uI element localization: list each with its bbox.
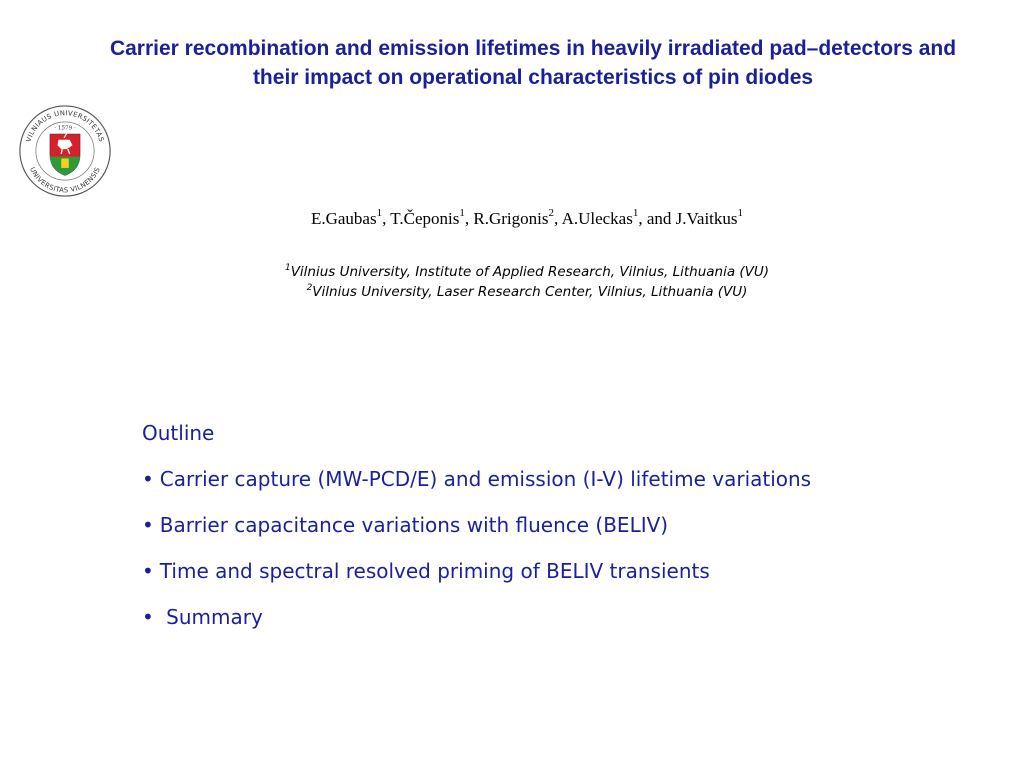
outline-heading: Outline	[142, 421, 215, 445]
author-separator: ,	[382, 209, 391, 228]
outline-section	[142, 420, 1002, 650]
paper-title: Carrier recombination and emission lifetimes in heavily irradiated pad–detectors and their impact on operational characteristics of pin diodes	[109, 37, 957, 89]
author-name: J.Vaitkus	[675, 209, 738, 228]
bullet-icon: •	[142, 559, 154, 583]
author-affiliation-mark: 1	[632, 207, 639, 220]
outline-item-text: Time and spectral resolved priming of BELIV transients	[159, 559, 710, 583]
bullet-icon: •	[142, 467, 154, 491]
outline-item	[142, 604, 1002, 630]
affiliation-line	[0, 262, 1024, 282]
bullet-icon: •	[142, 513, 154, 537]
outline-item	[142, 558, 1002, 584]
bullet-icon: •	[142, 605, 154, 629]
author-affiliation-mark: 1	[737, 207, 744, 220]
author-separator: , and	[638, 209, 676, 228]
seal-ring-text-top: VILNIAUS UNIVERSITETAS	[24, 109, 106, 143]
author-name: E.Gaubas	[310, 209, 377, 228]
affiliation-text: Vilnius University, Laser Research Center, Vilnius, Lithuania (VU)	[312, 284, 748, 300]
author-separator: ,	[554, 209, 562, 228]
seal-year: · 1579 ·	[54, 125, 76, 132]
affiliation-line	[0, 282, 1024, 302]
author-name: R.Grigonis	[473, 209, 549, 228]
outline-item-text: Carrier capture (MW-PCD/E) and emission (I-V) lifetime variations	[159, 467, 812, 491]
affiliation-number: 2	[306, 282, 313, 293]
author-affiliation-mark: 1	[459, 207, 465, 220]
university-seal-logo	[18, 104, 112, 198]
affiliation-number: 1	[284, 262, 291, 273]
author-affiliation-mark: 2	[548, 207, 554, 220]
affiliation-list	[0, 262, 1024, 302]
outline-item-text: Summary	[159, 605, 263, 629]
outline-item	[142, 512, 1002, 538]
author-separator: ,	[464, 209, 474, 228]
author-affiliation-mark: 1	[376, 207, 383, 220]
seal-ring-text-bottom: UNIVERSITAS VILNENSIS	[28, 165, 102, 195]
outline-item	[142, 466, 1002, 492]
affiliation-text: Vilnius University, Institute of Applied Research, Vilnius, Lithuania (VU)	[290, 264, 770, 280]
author-name: T.Čeponis	[390, 209, 460, 228]
outline-item-text: Barrier capacitance variations with fluence (BELIV)	[159, 513, 669, 537]
author-list	[0, 208, 1024, 230]
author-name: A.Uleckas	[561, 209, 633, 228]
